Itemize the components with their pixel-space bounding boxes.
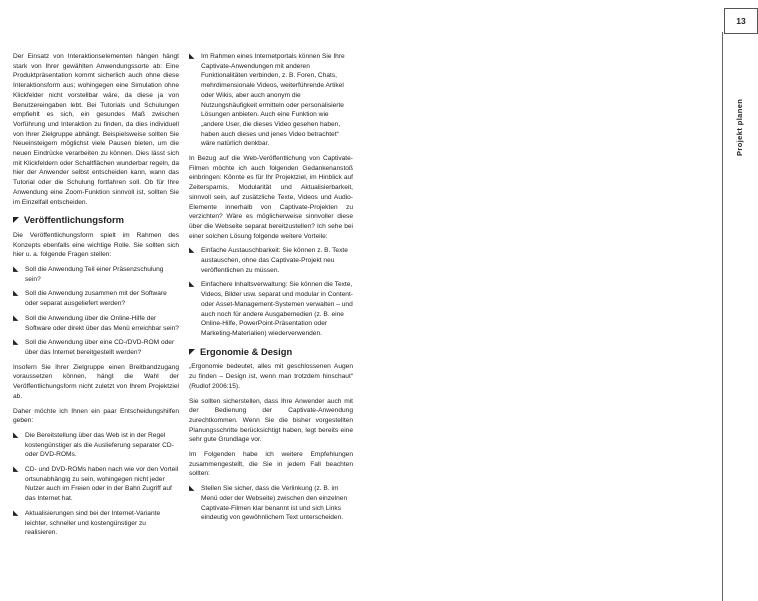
list-item: ◣ Soll die Anwendung über eine CD-/DVD-ROM oder über das Internet bereitgestellt werden? <box>13 338 179 357</box>
web-publication-paragraph: In Bezug auf die Web-Veröffentlichung von Captivate-Filmen möchte ich auch folgenden Gedankenanstoß einbringen: Könnte es für Ihr Projektziel, im Hinblick auf Zeitersparnis, Modularität und Aktualisierbarkeit, sinnvoll sein, auf zusätzliche Texte, Videos und Audio-Elemente innerhalb von Captivate-Projekten zu verzichten? Wäre es möglicherweise sinnvoller diese über die Webseite separat bereitzustellen? Ich sehe bei einer solchen Lösung folgende weitere Vorteile: <box>189 155 353 240</box>
list-item: ◣ Stellen Sie sicher, dass die Verlinkung (z. B. im Menü oder der Webseite) zwischen den einzelnen Captivate-Filmen klar benannt ist und sich Links eindeutig von gewöhnlichem Text unterscheiden. <box>189 484 353 523</box>
bullet-icon <box>13 339 20 346</box>
bullet-icon <box>189 53 196 60</box>
right-column <box>189 52 353 528</box>
advantages-list <box>189 246 353 338</box>
bullet-icon <box>13 510 20 517</box>
decision-aid-list <box>13 431 179 538</box>
side-tab-rule <box>722 32 723 601</box>
section-heading-text: Ergonomie & Design <box>200 345 293 357</box>
question-list <box>13 265 179 358</box>
section-marker-icon <box>13 217 19 223</box>
recommendation-list <box>189 484 353 523</box>
ergonomics-paragraph-1: Sie sollten sicherstellen, dass Ihre Anwender auch mit der Bedienung der Captivate-Anwendung zurechtkommen. Wenn Sie die bisher vorgestellten Planungsschritte berücksichtigt haben, legt bereits eine sehr gute Grundlage vor. <box>189 397 353 444</box>
left-column <box>13 52 179 543</box>
bullet-icon <box>13 290 20 297</box>
section-heading-publication <box>13 215 179 225</box>
publication-paragraph-2: Insofern Sie Ihrer Zielgruppe einen Breitbandzugang voraussetzen können, hängt die Wahl der Veröffentlichungsform nicht zuletzt von Ihrem Projektziel ab. <box>13 363 179 400</box>
portal-list <box>189 52 353 149</box>
page-number: 13 <box>724 8 758 34</box>
bullet-icon <box>189 485 196 492</box>
chapter-label: Projekt planen <box>735 98 744 156</box>
bullet-icon <box>13 315 20 322</box>
list-item: ◣ Soll die Anwendung Teil einer Präsenzschulung sein? <box>13 265 179 284</box>
chapter-side-tab <box>361 0 746 601</box>
ergonomics-paragraph-2: Im Folgenden habe ich weitere Empfehlungen zusammengestellt, die Sie in jedem Fall beachten sollten: <box>189 451 353 478</box>
section-heading-text: Veröffentlichungsform <box>24 214 125 226</box>
bullet-icon <box>189 281 196 288</box>
list-item: ◣ Einfache Austauschbarkeit: Sie können z. B. Texte austauschen, ohne das Captivate-Projekt neu veröffentlichen zu müssen. <box>189 246 353 275</box>
bullet-icon <box>13 432 20 439</box>
list-item: ◣ Einfachere Inhaltsverwaltung: Sie können die Texte, Videos, Bilder usw. separat und modular in Content- oder Asset-Management-Systemen verwalten – und auch noch für andere Ausgabemedien (z. B. eine Online-Hilfe, PowerPoint-Präsentation oder Marketing-Materialien) wiederverwenden. <box>189 280 353 338</box>
bullet-icon <box>13 266 20 273</box>
intro-paragraph: Der Einsatz von Interaktionselementen hängen hängt stark von Ihrer gewählten Anwendungssorte ab: Eine Produktpräsentation kommt sicherlich auch ohne diese Interaktionsform aus; wohingegen eine Simulation ohne Klickfelder nicht vorstellbar wäre, da diese ja von Benutzereingaben lebt. Bei Tutorials und Schulungen empfiehlt es sich, ein gesundes Maß zwischen Vorführung und Interaktion zu finden, da dies individuell von Ihrer Zielgruppe abhängt. Beispielsweise sollten Sie Neueinsteigern möglichst viele Pausen bieten, um die neuen Eindrücke verarbeiten zu können. Dies lässt sich mit Klickfeldern oder Schaltflächen wunderbar regeln, da hier der Anwender selbst entscheiden kann, wann das Tutorial oder die Schulung fortfahren soll. Ob für Ihre Anwendung eine Zoom-Funktion sinnvoll ist, sollten Sie im Einzelfall entscheiden. <box>13 53 179 206</box>
list-item: ◣ CD- und DVD-ROMs haben nach wie vor den Vorteil ortsunabhängig zu sein, wohingegen nicht jeder Nutzer auch im Freien oder in der Bahn Zugriff auf das Internet hat. <box>13 465 179 504</box>
publication-paragraph-3: Daher möchte ich Ihnen ein paar Entscheidungshilfen geben: <box>13 407 179 425</box>
section-heading-ergonomics <box>189 347 353 357</box>
list-item: ◣ Aktualisierungen sind bei der Internet-Variante leichter, schneller und kostengünstiger zu realisieren. <box>13 509 179 538</box>
list-item: ◣ Soll die Anwendung zusammen mit der Software oder separat ausgeliefert werden? <box>13 289 179 308</box>
section-marker-icon <box>189 349 195 355</box>
bullet-icon <box>13 466 20 473</box>
bullet-icon <box>189 247 196 254</box>
list-item: ◣ Im Rahmen eines Internetportals können Sie Ihre Captivate-Anwendungen mit anderen Funktionalitäten verbinden, z. B. Foren, Chats, mehrdimensionale Videos, weiterführende Artikel oder Wikis, aber auch anonym die Nutzungshäufigkeit ermitteln oder personalisierte Lösungen anbieten. Auch eine Funktion wie „andere User, die dieses Video gesehen haben, haben auch dieses und jenes Video betrachtet“ wäre natürlich denkbar. <box>189 52 353 149</box>
quote-paragraph: „Ergonomie bedeutet, alles mit geschlossenen Augen zu finden – Design ist, wenn man trotzdem hinschaut“ (Rudlof 2006:15). <box>189 363 353 390</box>
list-item: ◣ Soll die Anwendung über die Online-Hilfe der Software oder direkt über das Menü erreichbar sein? <box>13 314 179 333</box>
list-item: ◣ Die Bereitstellung über das Web ist in der Regel kostengünstiger als die Auslieferung separater CD- oder DVD-ROMs. <box>13 431 179 460</box>
publication-paragraph-1: Die Veröffentlichungsform spielt im Rahmen des Konzepts ebenfalls eine wichtige Rolle. Sie sollten sich hier u. a. folgende Fragen stellen: <box>13 231 179 259</box>
